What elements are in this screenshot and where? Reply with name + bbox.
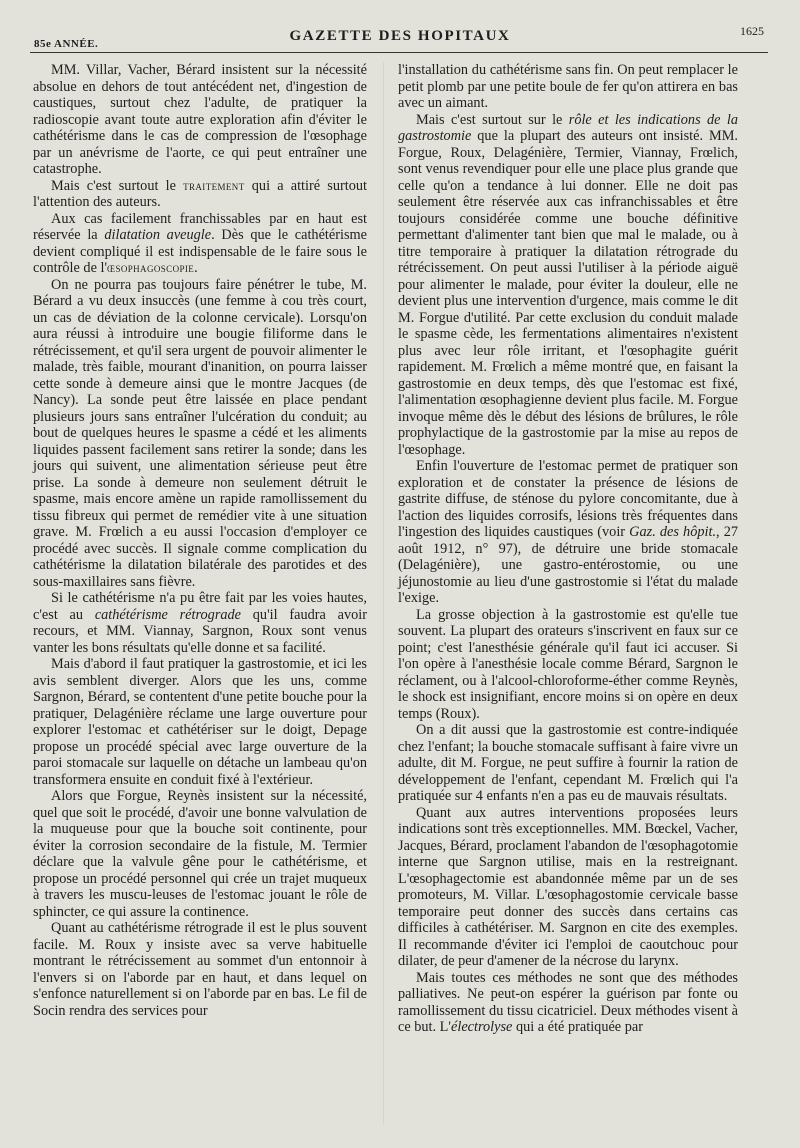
- paragraph: [33, 656, 367, 788]
- paragraph: [398, 722, 738, 805]
- text-run: .: [194, 260, 198, 276]
- text-run: Mais toutes ces méthodes ne sont que des méthodes palliatives. Ne peut-on espérer la guérison par fonte ou ramollissement du tissu cicatriciel. Deux méthodes visent à ce but. L': [398, 969, 738, 1035]
- text-run: , 27 août 1912, n° 97), de détruire une bride stomacale (Delagénière), une gastro-entérostomie, ou une jéjunostomie au lieu d'une gastrostomie si l'état du malade l'exige.: [398, 524, 738, 606]
- paragraph: [33, 178, 367, 211]
- italic-run: électrolyse: [451, 1019, 513, 1035]
- paragraph: [33, 920, 367, 1019]
- page-header: [28, 24, 772, 48]
- text-run: . Dès que le cathétérisme devient compliqué il est indispensable de le faire sous le contrôle de l': [33, 227, 367, 276]
- text-run: qu'il faudra avoir recours, et MM. Viannay, Sargnon, Roux sont venus vanter les bons résultats qu'elle donne et sa facilité.: [33, 606, 367, 656]
- italic-run: Gaz. des hôpit.: [629, 524, 717, 540]
- text-run: Mais c'est surtout sur le: [416, 111, 569, 128]
- paragraph: [398, 970, 738, 1036]
- page-number: 1625: [740, 24, 764, 38]
- paragraph: [398, 112, 738, 459]
- journal-title: GAZETTE DES HOPITAUX: [289, 28, 511, 44]
- text-run: Enfin l'ouverture de l'estomac permet de pratiquer son exploration et de constater la présence de lésions de gastrite diffuse, de sténose du pylore concomitante, due à l'action des liquides corrosifs, lésions très fréquentes dans l'ingestion des liquides caustiques (voir: [398, 458, 738, 540]
- text-run: Quant aux autres interventions proposées leurs indications sont très exceptionnelles. MM. Bœckel, Vacher, Jacques, Bérard, proclament l'abandon de l'œsophagotomie interne que Sargnon utilise, mais en la restreignant. L'œsophagectomie est abandonnée même par un de ses promoteurs, M. Villar. L'œsophagostomie cervicale basse temporaire peut donner des succès dans certains cas difficiles à cathétériser. M. Sargnon en cite des exemples. Il recommande d'éviter ici l'emploi de caoutchouc pour dilater, de peur d'amener de la nécrose du larynx.: [398, 804, 738, 969]
- italic-run: dilatation aveugle: [104, 227, 212, 243]
- text-run: MM. Villar, Vacher, Bérard insistent sur la nécessité absolue en dehors de tout antécédent net, d'ingestion de caustiques, surtout chez l'adulte, de pratiquer la radioscopie avant toute autre exploration afin d'éviter le cathétérisme dans le cas de compression de l'œsophage par un anévrisme de l'aorte, ce qui peut entraîner une catastrophe.: [33, 62, 367, 177]
- italic-run: rôle et les indications de la gastrostomie: [398, 111, 738, 144]
- text-run: Alors que Forgue, Reynès insistent sur la nécessité, quel que soit le procédé, d'avoir une bonne valvulation de la muqueuse pour que la bouche soit continente, pour éviter la corrosion secondaire de la fistule, M. Termier déclare que la valvule gêne pour le cathétérisme, et propose un procédé personnel qui crée un trajet muqueux à travers les muscu-leuses de l'estomac jouant le rôle de sphincter, ce qui assure la continence.: [33, 788, 367, 920]
- text-run: La grosse objection à la gastrostomie est qu'elle tue souvent. La plupart des orateurs s'inscrivent en faux sur ce point; c'est l'anesthésie générale qu'il faut ici accuser. Si l'on opère à l'anesthésie locale comme Bérard, Sargnon le réclament, ou à l'alcool-chloroforme-éther comme Reynès, le shock est insignifiant, encore moins si on opère en deux temps (Roux).: [398, 606, 738, 722]
- header-rule: [30, 52, 768, 53]
- paragraph: [398, 458, 738, 607]
- text-run: Mais d'abord il faut pratiquer la gastrostomie, et ici les avis semblent diverger. Alors que les uns, comme Sargnon, Bérard, se contentent d'une petite bouche pour la pratiquer, Delagénière réclame une large ouverture pour explorer l'estomac et cathétériser sur le doigt, Depage propose un procédé spécial avec large ouverture de la paroi stomacale sur laquelle on détache un lambeau qu'on transformera ensuite en conduit fixé à l'extérieur.: [33, 656, 367, 788]
- paragraph: [33, 788, 367, 920]
- right-column: [398, 62, 738, 1036]
- smallcaps-run: traitement: [183, 178, 245, 193]
- text-run: Aux cas facilement franchissables par en haut est réservée la: [33, 210, 367, 243]
- paragraph: [33, 211, 367, 277]
- paragraph: [398, 62, 738, 112]
- text-run: l'installation du cathétérisme sans fin. On peut remplacer le petit plomb par une petite boule de fer qu'on attirera en bas avec un aimant.: [398, 62, 738, 111]
- text-run: que la plupart des auteurs ont insisté. MM. Forgue, Roux, Delagénière, Termier, Viannay, Frœlich, sont venus revendiquer pour elle une place plus grande que celle qu'on a tendance à lui donner. Elle ne doit pas seulement être réservée aux cas infranchissables et être toujours considérée comme une bouche définitive permettant d'alimenter tant bien que mal le malade, ou à titre temporaire à pratiquer la dilatation rétrograde du rétrécissement. On peut aussi l'utiliser à la période aiguë pour alimenter le malade, pour éviter la douleur, elle ne devient plus une intervention d'urgence, mais comme le dit M. Forgue d'utilité. Par cette exclusion du conduit malade le spasme cède, les fermentations alimentaires n'existent plus avec leur rôle irritant, et l'œsophagite guérit rapidement. M. Frœlich a même montré que, en faisant la gastrostomie en deux temps, dès que l'estomac est fixé, l'alimentation œsophagienne devient plus facile. M. Forgue invoque même dès le début des lésions de brûlures, le rôle prophylactique de la gastrostomie par la mise au repos de l'œsophage.: [398, 128, 738, 458]
- column-divider: [383, 62, 384, 1124]
- paragraph: [33, 590, 367, 656]
- text-run: Quant au cathétérisme rétrograde il est le plus souvent facile. M. Roux y insiste avec sa verve habituelle montrant le rétrécissement au sommet d'un entonnoir à l'envers si on l'aborde par en haut, et dans lequel on s'enfonce naturellement si on l'aborde par en bas. Le fil de Socin rendra des services pour: [33, 920, 367, 1019]
- smallcaps-run: œsophagoscopie: [107, 261, 195, 275]
- text-run: On ne pourra pas toujours faire pénétrer le tube, M. Bérard a vu deux insuccès (une femme à cou très court, un cas de déviation de la colonne cervicale). Lorsqu'on aura réussi à introduire une bougie filiforme dans le rétrécissement, et qu'il sera urgent de pouvoir alimenter le malade, très faible, mourant d'inanition, on pourra laisser cette sonde à demeure ainsi que le montre Jacques (de Nancy). La sonde peut être laissée en place pendant plusieurs jours sans entraîner l'ulcération du conduit; au bout de quelques heures le spasme a cédé et les aliments liquides passent facilement sans retirer la sonde; dans les jours qui suivent, une alimentation sérieuse peut être prise. La sonde à demeure non seulement détruit le spasme, mais encore amène un rapide ramollissement du tissu fibreux qui permet de remédier vite à une situation grave. M. Frœlich a eu aussi l'occasion d'employer ce procédé avec succès. Il signale comme complication du cathétérisme la dilatation bilatérale des parotides et des sous-maxillaires sans fièvre.: [33, 276, 367, 590]
- italic-run: cathétérisme rétrograde: [94, 606, 242, 623]
- paragraph: [33, 277, 367, 591]
- volume-label: 85e ANNÉE.: [34, 38, 99, 50]
- text-run: On a dit aussi que la gastrostomie est contre-indiquée chez l'enfant; la bouche stomacale suffisant à faire vivre un adulte, dit M. Forgue, ne peut suffire à fournir la ration de développement de l'enfant, cependant M. Frœlich qui l'a pratiquée sur 4 enfants n'en a pas eu de mauvais résultats.: [398, 722, 738, 804]
- text-run: qui a attiré surtout l'attention des auteurs.: [33, 177, 367, 210]
- text-run: Mais c'est surtout le: [51, 177, 184, 194]
- paragraph: [398, 805, 738, 970]
- text-run: qui a été pratiquée par: [512, 1019, 643, 1035]
- left-column: [33, 62, 367, 1019]
- paragraph: [398, 607, 738, 723]
- paragraph: [33, 62, 367, 178]
- text-run: Si le cathétérisme n'a pu être fait par les voies hautes, c'est au: [33, 590, 367, 623]
